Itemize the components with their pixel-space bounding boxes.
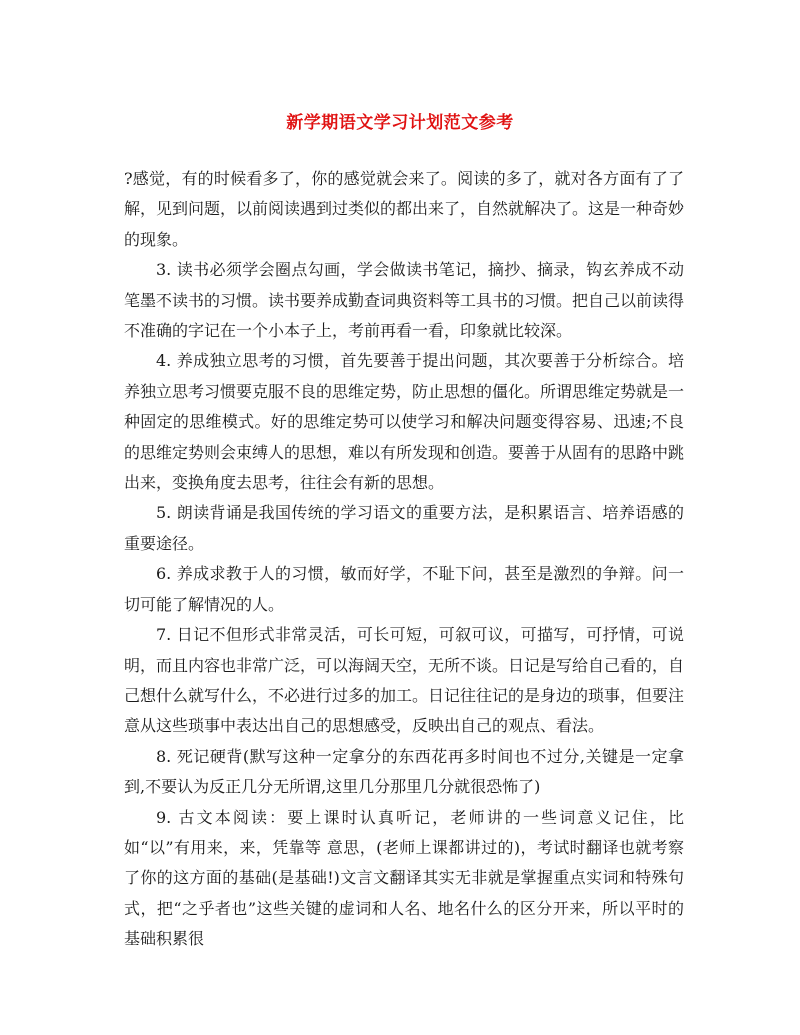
paragraph-3: 3. 读书必须学会圈点勾画，学会做读书笔记，摘抄、摘录，钩玄养成不动笔墨不读书的习惯。读书要养成勤查词典资料等工具书的习惯。把自己以前读得不准确的字记在一个小本子上，考前再看一看，印象就比较深。 <box>124 260 685 341</box>
paragraph-4: 4. 养成独立思考的习惯，首先要善于提出问题，其次要善于分析综合。培养独立思考习惯要克服不良的思维定势，防止思想的僵化。所谓思维定势就是一种固定的思维模式。好的思维定势可以使学习和解决问题变得容易、迅速;不良的思维定势则会束缚人的思想，难以有所发现和创造。要善于从固有的思路中跳出来，变换角度去思考，往往会有新的思想。 <box>124 351 685 493</box>
document-title: 新学期语文学习计划范文参考 <box>286 113 514 133</box>
paragraph-6: 6. 养成求教于人的习惯，敏而好学，不耻下问，甚至是激烈的争辩。问一切可能了解情况的人。 <box>124 564 684 614</box>
paragraph-9: 9. 古文本阅读：要上课时认真听记，老师讲的一些词意义记住，比如“以”有用来，来，凭靠等 意思，(老师上课都讲过的)，考试时翻译也就考察了你的这方面的基础(是基础!)文言文翻译其实无非就是掌握重点实词和特殊句式，把“之乎者也”这些关键的虚词和人名、地名什么的区分开来，所以平时的基础积累很 <box>124 807 684 949</box>
document-body <box>124 164 684 955</box>
paragraph-8: 8. 死记硬背(默写这种一定拿分的东西花再多时间也不过分,关键是一定拿到,不要认为反正几分无所谓,这里几分那里几分就很恐怖了) <box>124 746 684 797</box>
paragraph-continuation: ?感觉，有的时候看多了，你的感觉就会来了。阅读的多了，就对各方面有了了解，见到问题，以前阅读遇到过类似的都出来了，自然就解决了。这是一种奇妙的现象。 <box>124 169 685 249</box>
paragraph-7: 7. 日记不但形式非常灵活，可长可短，可叙可议，可描写，可抒情，可说明，而且内容也非常广泛，可以海阔天空，无所不谈。日记是写给自己看的，自己想什么就写什么，不必进行过多的加工。日记往往记的是身边的琐事，但要注意从这些琐事中表达出自己的思想感受，反映出自己的观点、看法。 <box>124 625 685 736</box>
paragraph-5: 5. 朗读背诵是我国传统的学习语文的重要方法，是积累语言、培养语感的重要途径。 <box>124 503 684 553</box>
